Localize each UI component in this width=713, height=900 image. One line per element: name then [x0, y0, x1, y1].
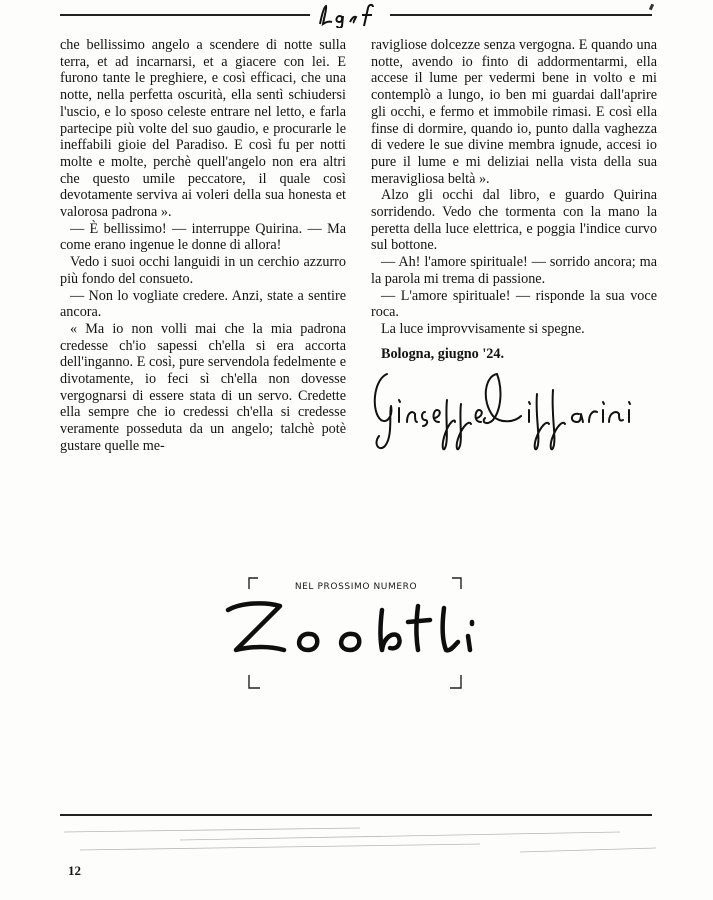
paragraph: che bellissimo angelo a scendere di notte sulla terra, et ad incarnarsi, et a giacere con lei. E furono tante le preghiere, e così efficaci, che una notte, nella perfetta oscurità, ella sentì schiudersi l'uscio, e lo sposo celeste entrare nel letto, e farla partecipe più volte del suo gaudio, e procurarle le ineffabili gioie del Paradiso. E così fu per notti molte e molte, perchè quell'angelo non era altri che questo umile peccatore, il quale così devotamente serviva ai voleri della sua honesta et valorosa padrona ».	[60, 37, 346, 221]
next-issue-label: NEL PROSSIMO NUMERO	[294, 582, 418, 592]
paragraph: — Non lo vogliate credere. Anzi, state a sentire ancora.	[60, 287, 346, 321]
footer-smudge	[60, 822, 660, 862]
dateline: Bologna, giugno '24.	[381, 345, 504, 362]
header-logo-icon	[310, 2, 390, 28]
next-issue-title-script	[222, 596, 492, 668]
paragraph: Vedo i suoi occhi languidi in un cerchio azzurro più fondo del consueto.	[60, 254, 346, 287]
paragraph: Alzo gli occhi dal libro, e guardo Quirina sorridendo. Vedo che tormenta con la mano la peretta della luce elettrica, e poggia l'indice curvo sul bottone.	[371, 187, 657, 254]
paragraph: La luce improvvisamente si spegne.	[381, 320, 585, 337]
paragraph: — Ah! l'amore spirituale! — sorrido ancora; ma la parola mi trema di passione.	[371, 254, 657, 287]
paragraph: « Ma io non volli mai che la mia padrona credesse ch'io sapessi ch'ella si era accorta dell'inganno. E così, pure servendola fedelmente e divotamente, io feci sì ch'ella non dovesse vergognarsi di essere stata di un servo. Credette ella sempre che io credessi ch'ella si credesse veramente posseduta da un angelo; talchè potè gustare quelle me-	[60, 320, 346, 454]
paragraph: ravigliose dolcezze senza vergogna. E quando una notte, avendo io finto di addormentarmi, ella accese il lume per vedermi bene in volto e mi contemplò a lungo, io ben mi guardai dall'aprire gli occhi, e fermo et immobile rimasi. E così ella finse di dormire, quando io, punto dalla vaghezza di vedere le sue divine membra ignude, accesi io pure il lume e mi deliziai nella vista della sua meravigliosa beltà ».	[371, 37, 657, 187]
left-column	[60, 37, 346, 455]
footer-rule	[60, 814, 652, 816]
paragraph: — È bellissimo! — interruppe Quirina. — Ma come erano ingenue le donne di allora!	[60, 220, 346, 254]
paragraph: — L'amore spirituale! — risponde la sua voce roca.	[371, 287, 657, 321]
author-signature	[365, 360, 655, 455]
header-mark	[649, 4, 654, 11]
page-number: 12	[68, 863, 81, 878]
right-column	[371, 37, 657, 362]
